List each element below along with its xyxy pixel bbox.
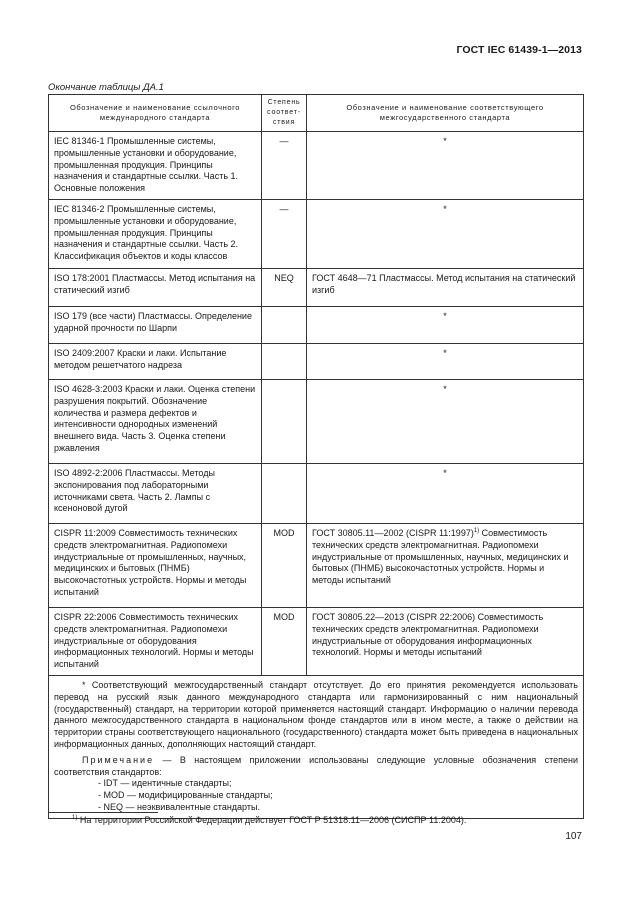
gost-cell bbox=[307, 523, 584, 607]
header-degree: Степень соответ-ствия bbox=[262, 95, 307, 132]
footnote bbox=[72, 815, 466, 825]
footnote-separator bbox=[48, 812, 158, 813]
gost-cell: ГОСТ 30805.22—2013 (CISPR 22:2006) Совместимость технических средств электромагнитная. Радиопомехи индустриальные от оборудования информационных технологий. Нормы и методы испытаний bbox=[307, 607, 584, 675]
table-row bbox=[49, 463, 584, 523]
note-label: Примечание bbox=[82, 754, 155, 765]
degree-cell bbox=[262, 463, 307, 523]
table-row bbox=[49, 343, 584, 379]
footnote-ref-mark: 1) bbox=[473, 527, 480, 534]
gost-designation: ГОСТ 30805.11—2002 (CISPR 11:1997) bbox=[312, 527, 474, 538]
table-row bbox=[49, 199, 584, 268]
ref-standard-cell: CISPR 11:2009 Совместимость технических средств электромагнитная. Радиопомехи индустриальные от промышленных, научных, медицинских и бытовых (ПНМБ) высокочастотных устройств. Нормы и методы испытаний bbox=[49, 523, 262, 607]
note-item: - IDT — идентичные стандарты; bbox=[98, 778, 232, 789]
note-paragraph bbox=[54, 755, 578, 779]
table-header-row bbox=[49, 95, 584, 132]
header-interstate-standard: Обозначение и наименование соответствующего межгосударственного стандарта bbox=[307, 95, 584, 132]
ref-standard-cell: ISO 4892-2:2006 Пластмассы. Методы экспонирования под лабораторными источниками света. Часть 2. Лампы с ксеноновой дугой bbox=[49, 463, 262, 523]
gost-cell: * bbox=[307, 306, 584, 343]
gost-title: Совместимость технических средств электромагнитная. Радиопомехи индустриальные от промышленных, научных, медицинских и бытовых (ПНМБ) высокочастотных устройств. Нормы и методы испытаний bbox=[312, 527, 569, 586]
ref-standard-cell: IEC 81346-2 Промышленные системы, промышленные установки и оборудование, промышленная продукция. Принципы назначения и стандартные ссылки. Часть 2. Классификация объектов и коды классов bbox=[49, 199, 262, 268]
gost-cell: * bbox=[307, 199, 584, 268]
footnote-text: На территории Российской Федерации действует ГОСТ Р 51318.11—2006 (СИСПР 11:2004). bbox=[77, 815, 467, 825]
table-row bbox=[49, 607, 584, 675]
degree-cell bbox=[262, 306, 307, 343]
gost-cell: * bbox=[307, 343, 584, 379]
gost-cell: * bbox=[307, 463, 584, 523]
notes-row bbox=[49, 675, 584, 818]
header-international-standard: Обозначение и наименование ссылочного международного стандарта bbox=[49, 95, 262, 132]
ref-standard-cell: IEC 81346-1 Промышленные системы, промышленные установки и оборудование, промышленная продукция. Принципы назначения и стандартные ссылки. Часть 1. Основные положения bbox=[49, 132, 262, 200]
table-row bbox=[49, 132, 584, 200]
ref-standard-cell: ISO 179 (все части) Пластмассы. Определение ударной прочности по Шарпи bbox=[49, 306, 262, 343]
footnote-mark: 1) bbox=[72, 815, 78, 821]
degree-cell bbox=[262, 343, 307, 379]
table-row bbox=[49, 268, 584, 306]
star-note: * Соответствующий межгосударственный стандарт отсутствует. До его принятия рекомендуется использовать перевод на русский язык данного международного стандарта или гармонизированный с ним национальный (государственный) стандарт, на территории которой применяется настоящий стандарт. Информацию о наличии перевода данного межгосударственного стандарта в национальном фонде стандартов или в ином месте, а также о действии на территории страны соответствующего национального (государственного) стандарта может быть приведена в национальных информационных данных, дополняющих настоящий стандарт. bbox=[54, 679, 578, 749]
table-row bbox=[49, 306, 584, 343]
gost-cell: * bbox=[307, 379, 584, 463]
ref-standard-cell: CISPR 22:2006 Совместимость технических средств электромагнитная. Радиопомехи индустриальные от оборудования информационных технологий. Нормы и методы испытаний bbox=[49, 607, 262, 675]
page-number: 107 bbox=[565, 831, 582, 842]
table-row bbox=[49, 523, 584, 607]
degree-cell bbox=[262, 379, 307, 463]
ref-standard-cell: ISO 2409:2007 Краски и лаки. Испытание методом решетчатого надреза bbox=[49, 343, 262, 379]
degree-cell: — bbox=[262, 199, 307, 268]
gost-cell: ГОСТ 4648—71 Пластмассы. Метод испытания на статический изгиб bbox=[307, 268, 584, 306]
note-text: — В настоящем приложении использованы следующие условные обозначения степени соответствия стандартов: bbox=[54, 754, 578, 777]
note-item: - MOD — модифицированные стандарты; bbox=[98, 790, 273, 801]
degree-cell: MOD bbox=[262, 523, 307, 607]
table-caption: Окончание таблицы ДА.1 bbox=[48, 82, 164, 93]
standards-table bbox=[48, 94, 584, 819]
gost-cell: * bbox=[307, 132, 584, 200]
degree-cell: MOD bbox=[262, 607, 307, 675]
ref-standard-cell: ISO 178:2001 Пластмассы. Метод испытания на статический изгиб bbox=[49, 268, 262, 306]
notes-cell bbox=[49, 675, 584, 818]
degree-cell: NEQ bbox=[262, 268, 307, 306]
document-header-title: ГОСТ IEC 61439-1—2013 bbox=[456, 44, 582, 56]
degree-cell: — bbox=[262, 132, 307, 200]
table-row bbox=[49, 379, 584, 463]
note-item: - NEQ — неэквивалентные стандарты. bbox=[98, 801, 260, 812]
ref-standard-cell: ISO 4628-3:2003 Краски и лаки. Оценка степени разрушения покрытий. Обозначение количества и размера дефектов и интенсивности однородных изменений внешнего вида. Часть 3. Оценка степени ржавления bbox=[49, 379, 262, 463]
